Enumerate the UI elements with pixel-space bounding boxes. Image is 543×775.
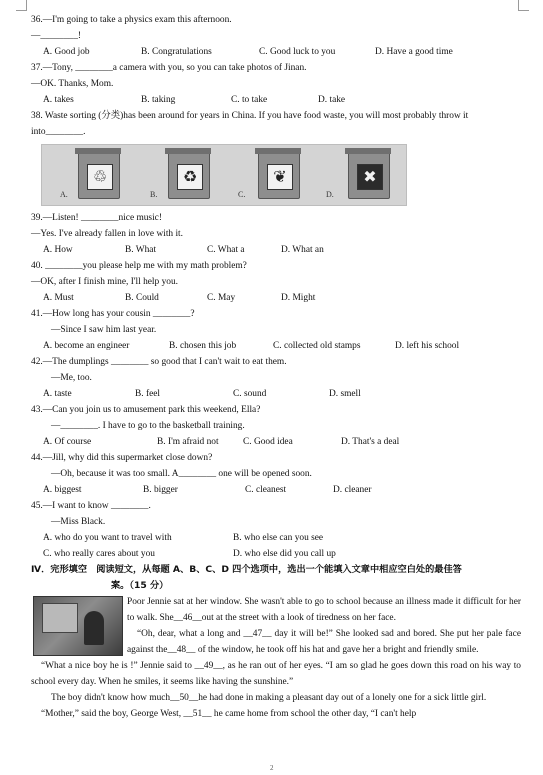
q36-option-a[interactable]: A. Good job [43,47,90,57]
q41-option-c[interactable]: C. collected old stamps [273,341,361,351]
q42-option-d[interactable]: D. smell [329,389,361,399]
q43-option-a[interactable]: A. Of course [43,437,92,447]
q44-option-a[interactable]: A. biggest [43,485,82,495]
q40-reply: —OK, after I finish mine, I'll help you. [31,277,178,287]
q45-options-row1 [31,530,521,546]
q41-reply: —Since I saw him last year. [51,325,157,335]
q37-stem: 37.—Tony, ________a camera with you, so you can take photos of Jinan. [31,63,307,73]
bin-label-d: D. [326,190,334,199]
q41-stem: 41.—How long has your cousin ________? [31,309,195,319]
exam-page [31,12,521,722]
q43-reply: —________. I have to go to the basketball training. [51,421,245,431]
q41-option-b[interactable]: B. chosen this job [169,341,237,351]
q36-option-b[interactable]: B. Congratulations [141,47,212,57]
q36-options [31,44,521,60]
crop-mark-left [16,0,27,11]
q37-reply: —OK. Thanks, Mom. [31,79,114,89]
passage-p4: The boy didn't know how much__50__he had done in making a pleasant day out of a lonely one for a sick little girl. [51,693,487,703]
q44-option-d[interactable]: D. cleaner [333,485,372,495]
bin-c[interactable] [258,151,300,199]
q42-option-c[interactable]: C. sound [233,389,267,399]
q44-option-c[interactable]: C. cleanest [245,485,287,495]
q45-option-a[interactable]: A. who do you want to travel with [43,533,172,543]
q36-option-c[interactable]: C. Good luck to you [259,47,336,57]
q39-option-d[interactable]: D. What an [281,245,324,255]
q39-options [31,242,521,258]
bin-d[interactable] [348,151,390,199]
q45-option-c[interactable]: C. who really cares about you [43,549,155,559]
crop-mark-right [518,0,529,11]
q39-reply: —Yes. I've already fallen in love with it. [31,229,184,239]
q40-option-c[interactable]: C. May [207,293,236,303]
q40-option-a[interactable]: A. Must [43,293,74,303]
q39-option-a[interactable]: A. How [43,245,73,255]
q45-reply: —Miss Black. [51,517,106,527]
q39-option-b[interactable]: B. What [125,245,157,255]
q43-options [31,434,521,450]
q42-option-b[interactable]: B. feel [135,389,160,399]
q41-options [31,338,521,354]
q37-option-a[interactable]: A. takes [43,95,74,105]
q44-stem: 44.—Jill, why did this supermarket close down? [31,453,213,463]
bin-b[interactable] [168,151,210,199]
q44-options [31,482,521,498]
q45-option-b[interactable]: B. who else can you see [233,533,324,543]
bin-a[interactable] [78,151,120,199]
q43-option-c[interactable]: C. Good idea [243,437,293,447]
q36-stem: 36.—I'm going to take a physics exam this afternoon. [31,15,232,25]
q43-option-b[interactable]: B. I'm afraid not [157,437,219,447]
q40-stem: 40. ________you please help me with my math problem? [31,261,247,271]
passage-p5: “Mother,” said the boy, George West, __51__ he came home from school the other day, “I can't help [41,709,417,719]
q36-reply: —________! [31,31,81,41]
bin-label-c: C. [238,190,246,199]
q37-option-d[interactable]: D. take [318,95,346,105]
q42-reply: —Me, too. [51,373,92,383]
section-heading: Ⅳ．完形填空 阅读短文，从每题 A、B、C、D 四个选项中，选出一个能填入文章中相应空白处的最佳答 [31,564,462,575]
q42-options [31,386,521,402]
q36-option-d[interactable]: D. Have a good time [375,47,453,57]
recycle-triangle-icon: ♻ [177,164,203,190]
q40-option-b[interactable]: B. Could [125,293,159,303]
page-number: 2 [270,764,274,772]
q37-option-b[interactable]: B. taking [141,95,176,105]
q43-option-d[interactable]: D. That's a deal [341,437,400,447]
recyclable-icon: ♲ [87,164,113,190]
passage-p1: Poor Jennie sat at her window. She wasn't able to go to school because an illness made it difficult for her to walk. She__46__out at the street with a look of tiredness on her face. [127,597,521,623]
q39-stem: 39.—Listen! ________nice music! [31,213,162,223]
q44-reply: —Oh, because it was too small. A________ one will be opened soon. [51,469,312,479]
bin-label-b: B. [150,190,158,199]
q38-stem: 38. Waste sorting (分类)has been around for years in China. If you have food waste, you will most probably throw it into________. [31,111,469,137]
q45-option-d[interactable]: D. who else did you call up [233,549,336,559]
q43-stem: 43.—Can you join us to amusement park this weekend, Ella? [31,405,261,415]
q37-option-c[interactable]: C. to take [231,95,268,105]
q39-option-c[interactable]: C. What a [207,245,245,255]
q41-option-a[interactable]: A. become an engineer [43,341,130,351]
q45-options-row2 [31,546,521,562]
q37-options [31,92,521,108]
waste-bins-figure [41,144,407,206]
passage-p3: “What a nice boy he is !” Jennie said to __49__, as he ran out of her eyes. “I am so glad he goes down this road on his way to school every day. When he smiles, it seems like having the sunshine.” [31,661,521,687]
section-heading-cont: 案。（15 分） [111,580,169,591]
cloze-passage [31,594,521,722]
q40-options [31,290,521,306]
q44-option-b[interactable]: B. bigger [143,485,178,495]
food-waste-icon: ❦ [267,164,293,190]
other-waste-icon: ✖ [357,164,383,190]
q42-stem: 42.—The dumplings ________ so good that I can't wait to eat them. [31,357,287,367]
passage-p2: “Oh, dear, what a long and __47__ day it will be!” She looked sad and bored. She put her pale face against the__48__ of the window, he took off his hat and gave her a bright and friendly smile. [127,629,521,655]
bin-label-a: A. [60,190,68,199]
q41-option-d[interactable]: D. left his school [395,341,460,351]
q42-option-a[interactable]: A. taste [43,389,72,399]
girl-at-window-photo [33,596,123,656]
q40-option-d[interactable]: D. Might [281,293,316,303]
q45-stem: 45.—I want to know ________. [31,501,151,511]
